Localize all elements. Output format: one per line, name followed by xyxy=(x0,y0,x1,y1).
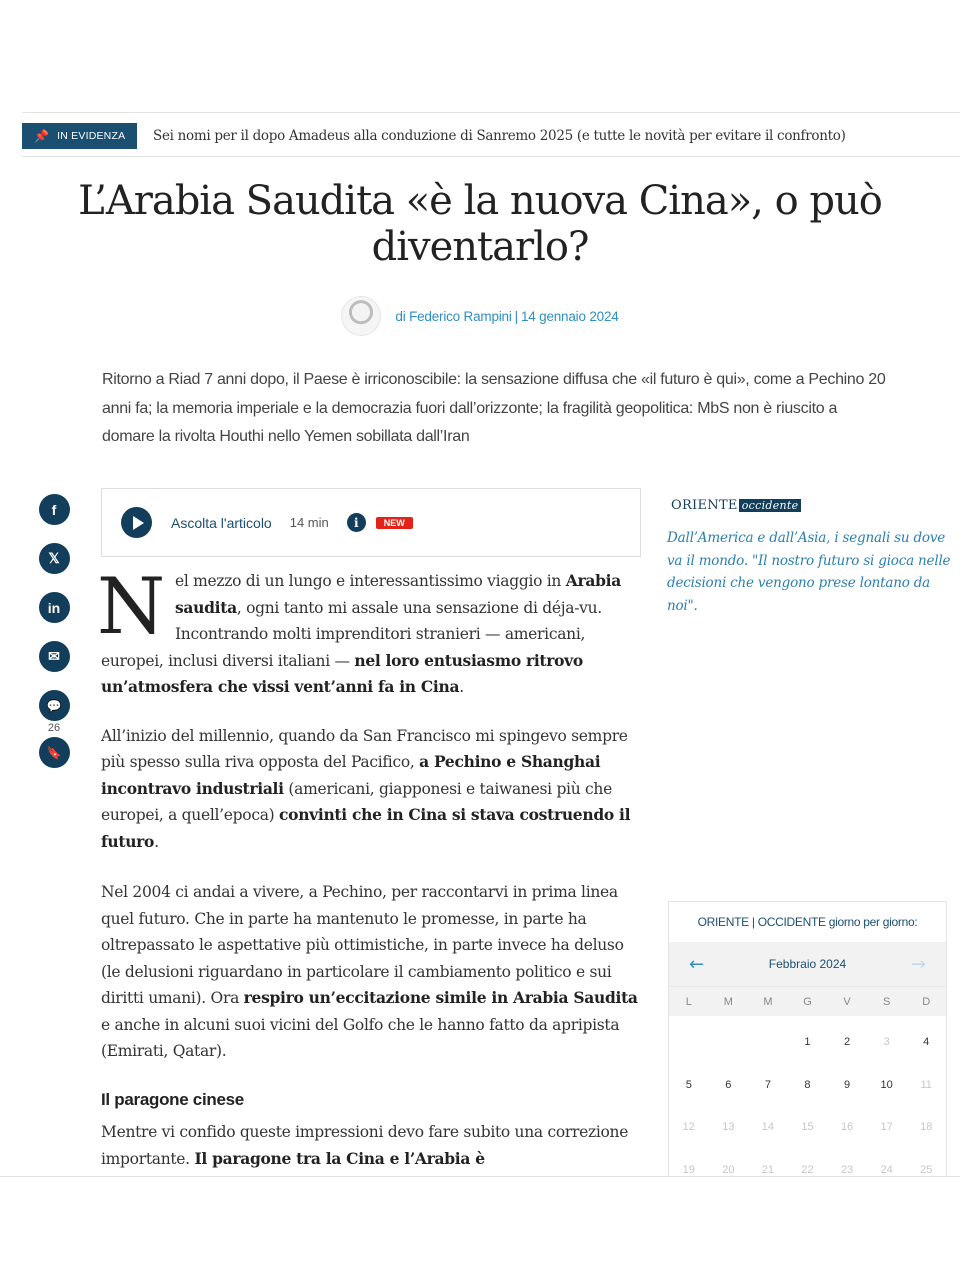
article-body xyxy=(97,562,641,1194)
pin-icon: 📌 xyxy=(34,129,50,143)
facebook-share-icon[interactable]: f xyxy=(39,494,70,525)
bold-text: convinti che in Cina si stava costruendo il futuro xyxy=(101,805,631,851)
text: Nel 2004 ci andai a vivere, a Pechino, per raccontarvi in prima linea quel futuro. Che in parte ha mantenuto le promesse, in parte ha oltrepassato le aspettative più ottimistiche, in parte invece ha deluso (le delusioni riguardano in particolare il cambiamento politico e sui diritti umani). Ora xyxy=(101,883,624,1007)
x-share-icon[interactable]: 𝕏 xyxy=(39,543,70,574)
calendar-grid xyxy=(669,1016,946,1177)
text: . xyxy=(459,678,464,696)
bold-text: respiro un’eccitazione simile in Arabia Saudita xyxy=(243,988,638,1007)
weekday: M xyxy=(763,995,773,1008)
calendar-day[interactable]: 5 xyxy=(685,1078,692,1091)
calendar-day: 21 xyxy=(761,1163,775,1176)
calendar-day: 22 xyxy=(801,1163,814,1176)
calendar-month: Febbraio 2024 xyxy=(768,957,847,971)
calendar-day: 16 xyxy=(840,1121,854,1134)
top-divider xyxy=(22,112,960,113)
weekday: G xyxy=(803,995,812,1008)
author-avatar[interactable] xyxy=(341,296,381,336)
calendar-day[interactable]: 7 xyxy=(764,1078,771,1091)
article-headline: L’Arabia Saudita «è la nuova Cina», o può diventarlo? xyxy=(78,178,882,270)
text: Mentre vi confido queste impressioni devo fare subito una correzione importante. xyxy=(101,1123,629,1168)
calendar-widget xyxy=(668,901,947,1177)
calendar-day-empty xyxy=(669,1021,709,1064)
text: (americani, giapponesi e taiwanesi più che europei, a quell’epoca) xyxy=(101,779,612,824)
info-icon[interactable]: i xyxy=(347,513,366,532)
text: , ogni tanto mi assale una sensazione di déja-vu. Incontrando molti imprenditori stranieri — americani, europei, inclusi diversi italiani — xyxy=(101,598,602,670)
bold-text: Il paragone tra la Cina e l’Arabia è xyxy=(194,1148,485,1168)
weekday: S xyxy=(882,995,891,1008)
text: el mezzo di un lungo e interessantissimo viaggio in xyxy=(174,572,566,590)
weekday-header xyxy=(669,986,946,1016)
breaking-news-bar[interactable] xyxy=(22,122,960,150)
section-subheading: Il paragone cinese xyxy=(101,1089,244,1109)
calendar-day[interactable]: 9 xyxy=(844,1078,851,1091)
paragraph-2 xyxy=(101,723,641,856)
calendar-day: 23 xyxy=(840,1163,854,1176)
calendar-day[interactable]: 2 xyxy=(844,1036,851,1049)
linkedin-share-icon[interactable]: in xyxy=(39,592,70,623)
column-logo[interactable] xyxy=(671,498,801,513)
calendar-day[interactable]: 4 xyxy=(923,1036,930,1049)
new-badge: NEW xyxy=(376,517,413,529)
calendar-day: 13 xyxy=(722,1121,735,1134)
comment-icon[interactable]: 💬 xyxy=(39,690,70,721)
calendar-title: ORIENTE | OCCIDENTE giorno per giorno: xyxy=(697,915,918,929)
calendar-day[interactable]: 8 xyxy=(804,1078,811,1091)
weekday: V xyxy=(843,995,851,1008)
weekday: M xyxy=(723,995,733,1008)
breaking-label: IN EVIDENZA xyxy=(57,130,126,142)
calendar-day[interactable]: 1 xyxy=(804,1036,811,1049)
calendar-day[interactable]: 6 xyxy=(725,1078,732,1091)
email-share-icon[interactable]: ✉ xyxy=(39,641,70,672)
next-month-icon[interactable]: → xyxy=(910,953,926,975)
calendar-day: 17 xyxy=(880,1121,893,1134)
byline-text xyxy=(395,309,618,324)
logo-oriente: ORIENTE xyxy=(671,498,738,513)
prev-month-icon[interactable]: ← xyxy=(689,953,705,975)
blank-footer-area xyxy=(0,1177,960,1280)
play-icon[interactable] xyxy=(121,507,152,538)
breaking-headline-link[interactable]: Sei nomi per il dopo Amadeus alla conduzione di Sanremo 2025 (e tutte le novità per evitare il confronto) xyxy=(153,128,846,144)
bold-text: Arabia saudita xyxy=(174,571,621,617)
publish-date: 14 gennaio 2024 xyxy=(520,308,619,324)
author-link[interactable]: di Federico Rampini xyxy=(395,308,512,324)
calendar-day: 19 xyxy=(682,1163,695,1176)
drop-cap: N xyxy=(97,562,165,652)
text: . xyxy=(154,832,159,851)
breaking-badge xyxy=(22,123,137,149)
bold-text: nel loro entusiasmo ritrovo un’atmosfera che vissi vent’anni fa in Cina xyxy=(101,650,583,696)
paragraph-1 xyxy=(97,562,641,701)
calendar-day: 25 xyxy=(920,1163,933,1176)
comment-count: 26 xyxy=(47,722,61,734)
calendar-day: 14 xyxy=(761,1121,775,1134)
calendar-nav xyxy=(669,942,946,986)
share-bar xyxy=(38,494,70,768)
calendar-day: 12 xyxy=(682,1121,695,1134)
paragraph-4 xyxy=(101,1119,641,1172)
calendar-day: 3 xyxy=(883,1036,890,1049)
article-summary: Ritorno a Riad 7 anni dopo, il Paese è irriconoscibile: la sensazione diffusa che «il futuro è qui», come a Pechino 20 anni fa; la memoria imperiale e la democrazia fuori dall’orizzonte; la fragilità geopolitica: MbS non è riuscito a domare la rivolta Houthi nello Yemen sobillata dall’Iran xyxy=(102,371,886,445)
calendar-day: 18 xyxy=(920,1121,933,1134)
calendar-day-empty xyxy=(709,1021,749,1064)
bookmark-icon[interactable]: 🔖 xyxy=(39,737,70,768)
column-description: Dall’America e dall’Asia, i segnali su dove va il mondo. "Il nostro futuro si gioca nelle decisioni che vengono prese lontano da noi". xyxy=(667,530,951,614)
calendar-day: 24 xyxy=(880,1163,893,1176)
weekday: D xyxy=(922,995,931,1008)
byline xyxy=(0,296,960,336)
listen-article-button[interactable]: Ascolta l'articolo xyxy=(171,514,272,531)
logo-occidente: occidente xyxy=(739,499,802,512)
text: e anche in alcuni suoi vicini del Golfo che le hanno fatto da apripista (Emirati, Qatar). xyxy=(101,1015,620,1060)
calendar-day[interactable]: 10 xyxy=(880,1078,893,1091)
paragraph-3 xyxy=(101,879,641,1065)
calendar-day-empty xyxy=(748,1021,788,1064)
audio-player xyxy=(101,488,641,557)
breaking-divider xyxy=(22,156,960,157)
byline-separator: | xyxy=(514,308,518,324)
calendar-day: 20 xyxy=(722,1163,735,1176)
bold-text: a Pechino e Shanghai incontravo industriali xyxy=(101,752,601,798)
audio-duration: 14 min xyxy=(289,515,329,530)
calendar-day: 11 xyxy=(920,1078,932,1091)
weekday: L xyxy=(685,995,692,1008)
calendar-day: 15 xyxy=(801,1121,814,1134)
text: All’inizio del millennio, quando da San Francisco mi spingevo sempre più spesso sulla riva opposta del Pacifico, xyxy=(101,726,628,771)
